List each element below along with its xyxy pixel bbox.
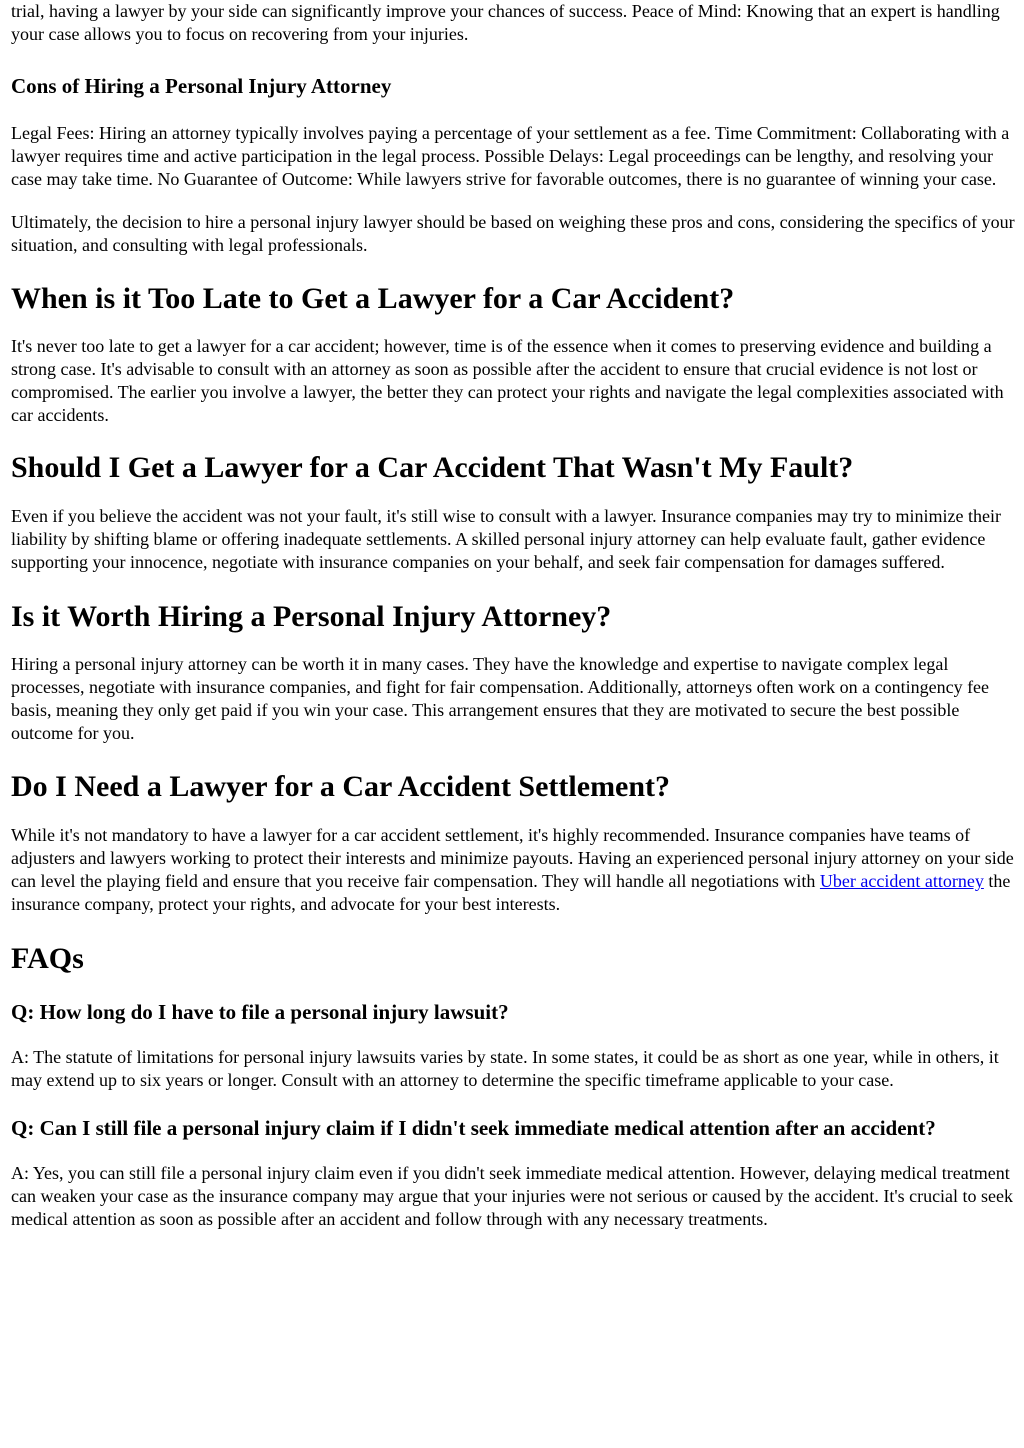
cons-paragraph: Legal Fees: Hiring an attorney typically involves paying a percentage of your settlement as a fee. Time Commitment: Collaborating with a lawyer requires time and active participation in the legal process. Possible Delays: Legal proceedings can be lengthy, and resolving your case may take time. No Guarantee of Outcome: While lawyers strive for favorable outcomes, there is no guarantee of winning your case.: [11, 123, 1010, 189]
worth-paragraph: Hiring a personal injury attorney can be worth it in many cases. They have the knowledge and expertise to navigate complex legal processes, negotiate with insurance companies, and fight for fair compensation. Additionally, attorneys often work on a contingency fee basis, meaning they only get paid if you win your case. This arrangement ensures that they are motivated to secure the best possible outcome for you.: [11, 654, 990, 743]
faq-answer: A: The statute of limitations for personal injury lawsuits varies by state. In some states, it could be as short as one year, while in others, it may extend up to six years or longer. Consult with an attorney to determine the specific timeframe applicable to your case.: [11, 1047, 999, 1090]
worth-heading: Is it Worth Hiring a Personal Injury Attorney?: [11, 600, 612, 633]
settlement-paragraph: [11, 824, 1015, 916]
faq-answer: A: Yes, you can still file a personal injury claim even if you didn't seek immediate medical attention. However, delaying medical treatment can weaken your case as the insurance company may argue that your injuries were not serious or caused by the accident. It's crucial to seek medical attention as soon as possible after an accident and follow through with any necessary treatments.: [11, 1163, 1014, 1229]
too-late-paragraph: It's never too late to get a lawyer for a car accident; however, time is of the essence when it comes to preserving evidence and building a strong case. It's advisable to consult with an attorney as soon as possible after the accident to ensure that crucial evidence is not lost or compromised. The earlier you involve a lawyer, the better they can protect your rights and navigate the legal complexities associated with car accidents.: [11, 336, 1004, 425]
uber-accident-attorney-link[interactable]: Uber accident attorney: [819, 871, 984, 891]
faq-question: Q: Can I still file a personal injury claim if I didn't seek immediate medical attention after an accident?: [11, 1116, 936, 1140]
settlement-text-after-link: the insurance company, protect your rights, and advocate for your best interests.: [11, 871, 1011, 914]
not-fault-paragraph: Even if you believe the accident was not your fault, it's still wise to consult with a lawyer. Insurance companies may try to minimize their liability by shifting blame or offering inadequate settlements. A skilled personal injury attorney can help evaluate fault, gather evidence supporting your innocence, negotiate with insurance companies on your behalf, and seek fair compensation for damages suffered.: [11, 506, 1001, 572]
faq-question: Q: How long do I have to file a personal injury lawsuit?: [11, 1000, 509, 1024]
settlement-heading: Do I Need a Lawyer for a Car Accident Settlement?: [11, 770, 671, 803]
settlement-text-before-link: While it's not mandatory to have a lawyer for a car accident settlement, it's highly recommended. Insurance companies have teams of adjusters and lawyers working to protect their interests and minimize payouts. Having an experienced personal injury attorney on your side can level the playing field and ensure that you receive fair compensation. They will handle all negotiations with: [11, 825, 1014, 891]
cons-heading: Cons of Hiring a Personal Injury Attorney: [11, 74, 392, 98]
faqs-heading: FAQs: [11, 942, 84, 975]
cons-conclusion-paragraph: Ultimately, the decision to hire a personal injury lawyer should be based on weighing these pros and cons, considering the specifics of your situation, and consulting with legal professionals.: [11, 212, 1015, 255]
intro-paragraph: trial, having a lawyer by your side can significantly improve your chances of success. Peace of Mind: Knowing that an expert is handling your case allows you to focus on recovering from your injuries.: [11, 1, 1000, 44]
not-fault-heading: Should I Get a Lawyer for a Car Accident That Wasn't My Fault?: [11, 451, 854, 484]
too-late-heading: When is it Too Late to Get a Lawyer for a Car Accident?: [11, 282, 735, 315]
